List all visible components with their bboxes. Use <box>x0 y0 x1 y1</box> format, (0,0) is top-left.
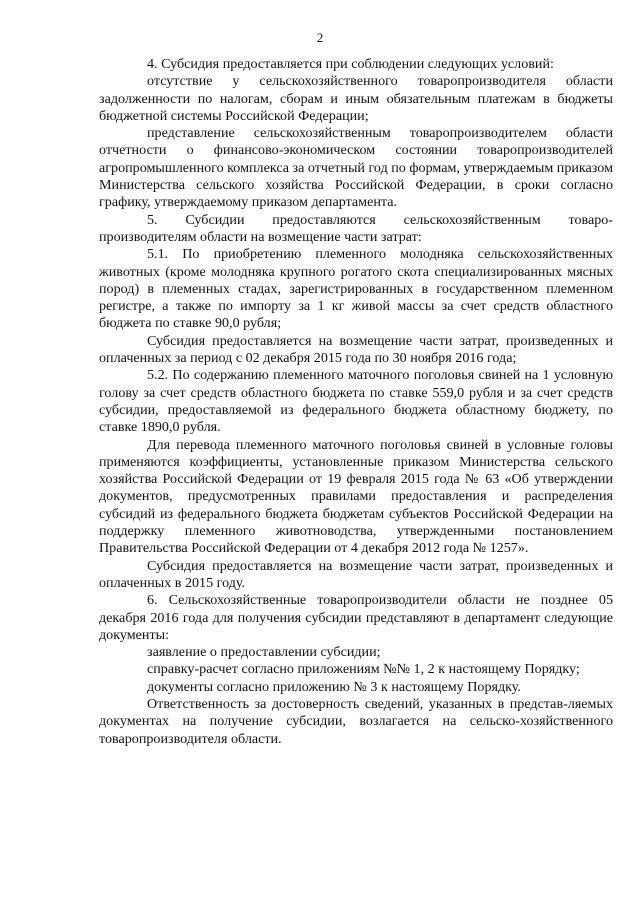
page-number: 2 <box>316 30 324 45</box>
paragraph-5-2-coefficients: Для перевода племенного маточного поголовья свиней в условные головы применяются коэффициенты, установленные приказом Министерства сельского хозяйства Российской Федерации от 19 февраля 2015 года № 63 «Об утверждении документов, предусмотренных правилами предоставления и распределения субсидий из федерального бюджета бюджетам субъектов Российской Федерации на поддержку племенного животноводства, утвержденными постановлением Правительства Российской Федерации от 4 декабря 2012 года № 1257». <box>99 436 613 557</box>
paragraph-6: 6. Сельскохозяйственные товаропроизводители области не позднее 05 декабря 2016 года для получения субсидии представляют в департамент следующие документы: <box>99 592 613 643</box>
paragraph-5-2: 5.2. По содержанию племенного маточного поголовья свиней на 1 условную голову за счет средств областного бюджета по ставке 559,0 рубля и за счет средств субсидии, предоставляемой из федерального бюджета областному бюджету, по ставке 1890,0 рубля. <box>99 367 613 436</box>
paragraph-5-2-note: Субсидия предоставляется на возмещение части затрат, произведенных и оплаченных в 2015 году. <box>99 557 613 591</box>
document-list-item-calculation: справку-расчет согласно приложениям №№ 1, 2 к настоящему Порядку; <box>147 661 580 678</box>
paragraph-4-condition-1: отсутствие у сельскохозяйственного товаропроизводителя области задолженности по налогам, сборам и иным обязательным платежам в бюджеты бюджетной системы Российской Федерации; <box>99 73 613 124</box>
paragraph-4-condition-2: представление сельскохозяйственным товаропроизводителем области отчетности о финансово-экономическом состоянии товаропроизводителей агропромышленного комплекса за отчетный год по формам, утверждаемым приказом Министерства сельского хозяйства Российской Федерации, в сроки согласно графику, утверждаемому приказом департамента. <box>99 125 613 211</box>
paragraph-5-1-note: Субсидия предоставляется на возмещение части затрат, произведенных и оплаченных за период с 02 декабря 2015 года по 30 ноября 2016 года; <box>99 332 613 367</box>
paragraph-responsibility: Ответственность за достоверность сведений, указанных в представ-ляемых документах на получение субсидии, возлагается на сельско-хозяйственного товаропроизводителя области. <box>99 695 613 747</box>
document-list-item-appendix-3: документы согласно приложению № 3 к настоящему Порядку. <box>147 678 521 695</box>
paragraph-5: 5. Субсидии предоставляются сельскохозяйственным товаро-производителям области на возмещение части затрат: <box>99 211 613 245</box>
paragraph-4: 4. Субсидия предоставляется при соблюдении следующих условий: <box>147 56 554 72</box>
paragraph-5-1: 5.1. По приобретению племенного молодняка сельскохозяйственных животных (кроме молодняка крупного рогатого скота специализированных мясных пород) в племенных стадах, зарегистрированных в государственном племенном регистре, а также по импорту за 1 кг живой массы за счет средств областного бюджета по ставке 90,0 рубля; <box>99 246 613 332</box>
document-list-item-application: заявление о предоставлении субсидии; <box>147 644 381 661</box>
